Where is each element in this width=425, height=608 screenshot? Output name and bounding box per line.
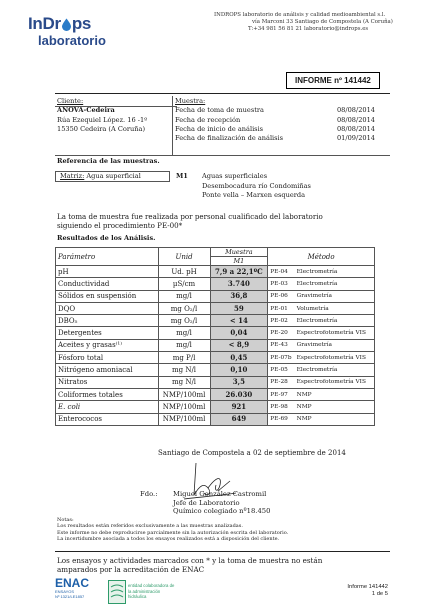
table-row bbox=[56, 278, 375, 290]
signature-prefix: Fdo.: bbox=[140, 490, 158, 498]
reference-line: Desembocadura río Condomiñas bbox=[202, 181, 311, 190]
table-row bbox=[56, 266, 375, 278]
results-heading: Resultados de los Análisis. bbox=[57, 234, 156, 242]
date-line: Santiago de Compostela a 02 de septiembre de 2014 bbox=[158, 449, 346, 457]
unit-cell: mg O₂/l bbox=[158, 302, 210, 314]
method-cell: Electrometría bbox=[295, 278, 375, 290]
col-method-header: Método bbox=[268, 248, 375, 266]
sampling-line: siguiendo el procedimiento PE-00* bbox=[57, 221, 183, 231]
reference-line: Ponte vella – Marxen esquerda bbox=[202, 191, 306, 200]
table-row bbox=[56, 376, 375, 388]
entity-text: entidad colaboradora de la administración hidráulica bbox=[128, 583, 175, 600]
value-cell: 0,04 bbox=[210, 327, 268, 339]
notes-block bbox=[57, 517, 288, 543]
results-table bbox=[55, 247, 375, 426]
sample-row-value: 08/08/2014 bbox=[336, 106, 375, 115]
param-cell: DQO bbox=[56, 302, 159, 314]
param-cell: Sólidos en suspensión bbox=[56, 290, 159, 302]
unit-cell: mg P/l bbox=[158, 352, 210, 364]
method-cell: Espectrofotometría VIS bbox=[295, 327, 375, 339]
param-cell: Coliformes totales bbox=[56, 388, 159, 400]
table-row bbox=[56, 290, 375, 302]
table-row bbox=[56, 364, 375, 376]
method-code-cell: PE-20 bbox=[268, 327, 295, 339]
table-row bbox=[56, 315, 375, 327]
method-cell: Electrometría bbox=[295, 364, 375, 376]
method-cell: Electrometría bbox=[295, 266, 375, 278]
page-number: 1 de 5 bbox=[371, 591, 388, 598]
method-cell: Gravimetría bbox=[295, 339, 375, 351]
table-row bbox=[56, 401, 375, 413]
value-cell: 26.030 bbox=[210, 388, 268, 400]
method-code-cell: PE-07b bbox=[268, 352, 295, 364]
lab-address: vía Marconi 33 Santiago de Compostela (A Coruña) bbox=[252, 19, 393, 25]
value-cell: 59 bbox=[210, 302, 268, 314]
unit-cell: µS/cm bbox=[158, 278, 210, 290]
unit-cell: mg/l bbox=[158, 339, 210, 351]
sample-row-value: 08/08/2014 bbox=[336, 124, 375, 133]
entity-emblem-icon bbox=[108, 580, 126, 604]
client-heading: Cliente: bbox=[57, 97, 84, 105]
method-code-cell: PE-69 bbox=[268, 413, 295, 425]
param-cell: Nitratos bbox=[56, 376, 159, 388]
param-cell: Enterococos bbox=[56, 413, 159, 425]
method-code-cell: PE-43 bbox=[268, 339, 295, 351]
method-code-cell: PE-97 bbox=[268, 388, 295, 400]
entity-logo bbox=[108, 578, 176, 605]
param-cell: E. coli bbox=[56, 401, 159, 413]
logo-subtitle: laboratorio bbox=[38, 33, 106, 48]
col-param-header: Parámetro bbox=[56, 248, 159, 266]
value-cell: < 14 bbox=[210, 315, 268, 327]
value-cell: 921 bbox=[210, 401, 268, 413]
method-code-cell: PE-02 bbox=[268, 315, 295, 327]
param-cell: DBO₅ bbox=[56, 315, 159, 327]
value-cell: < 8,9 bbox=[210, 339, 268, 351]
param-cell: Nitrógeno amoniacal bbox=[56, 364, 159, 376]
table-row bbox=[56, 327, 375, 339]
sample-row-label: Fecha de recepción bbox=[175, 115, 241, 124]
method-cell: NMP bbox=[295, 401, 375, 413]
logo-text-part1: InDr bbox=[28, 14, 61, 33]
enac-logo-text: ENAC bbox=[55, 576, 90, 590]
enac-logo bbox=[55, 577, 95, 605]
method-cell: Electrometría bbox=[295, 315, 375, 327]
sampling-line: La toma de muestra fue realizada por personal cualificado del laboratorio bbox=[57, 212, 323, 221]
accreditation-line: amparados por la acreditación de ENAC bbox=[57, 565, 205, 574]
sample-row bbox=[175, 134, 375, 143]
note-line: La incertidumbre asociada a todos los ensayos realizados está a disposición del cliente. bbox=[57, 536, 280, 543]
unit-cell: NMP/100ml bbox=[158, 413, 210, 425]
unit-cell: NMP/100ml bbox=[158, 401, 210, 413]
method-cell: NMP bbox=[295, 388, 375, 400]
box-divider bbox=[172, 96, 173, 155]
sample-row bbox=[175, 106, 375, 115]
method-code-cell: PE-03 bbox=[268, 278, 295, 290]
method-code-cell: PE-98 bbox=[268, 401, 295, 413]
client-street: Rúa Ezequiel López. 16 -1º bbox=[57, 115, 148, 124]
matrix-value: Agua superficial bbox=[86, 172, 141, 180]
notes-heading: Notas: bbox=[57, 517, 74, 523]
report-number-box: INFORME nº 141442 bbox=[286, 72, 380, 89]
unit-cell: NMP/100ml bbox=[158, 388, 210, 400]
client-block bbox=[57, 97, 167, 134]
value-cell: 649 bbox=[210, 413, 268, 425]
enac-code: Nº 1321/LE1857 bbox=[55, 594, 85, 599]
method-code-cell: PE-05 bbox=[268, 364, 295, 376]
lab-contact: T:+34 981 56 81 21 laboratorio@indrops.es bbox=[248, 26, 369, 32]
reference-line: Aguas superficiales bbox=[202, 172, 268, 180]
method-code-cell: PE-28 bbox=[268, 376, 295, 388]
brand-logo bbox=[28, 14, 91, 34]
lab-info bbox=[214, 12, 410, 33]
note-line: Este informe no debe reproducirse parcialmente sin la autorización escrita del laboratorio. bbox=[57, 529, 289, 536]
signer-title: Químico colegiado nº18.450 bbox=[173, 507, 271, 516]
matrix-box bbox=[55, 171, 170, 182]
lab-name: INDROPS laboratorio de análisis y calidad medioambiental s.l. bbox=[214, 12, 386, 18]
unit-cell: mg/l bbox=[158, 290, 210, 302]
method-code-cell: PE-06 bbox=[268, 290, 295, 302]
page-info bbox=[328, 584, 388, 599]
box-bottom-line bbox=[55, 155, 390, 156]
header-divider bbox=[55, 93, 390, 94]
table-row bbox=[56, 339, 375, 351]
note-line: Los resultados están referidos exclusivamente a las muestras analizadas. bbox=[57, 523, 243, 530]
param-cell: Detergentes bbox=[56, 327, 159, 339]
sample-row-label: Fecha de finalización de análisis bbox=[175, 134, 284, 143]
sample-row-value: 08/08/2014 bbox=[336, 115, 375, 124]
method-code-cell: PE-01 bbox=[268, 302, 295, 314]
reference-lines bbox=[202, 172, 311, 201]
client-city: 15350 Cedeira (A Coruña) bbox=[57, 124, 146, 133]
unit-cell: Ud. pH bbox=[158, 266, 210, 278]
matrix-label: Matriz: bbox=[60, 172, 85, 180]
param-cell: Conductividad bbox=[56, 278, 159, 290]
col-sample-code: M1 bbox=[210, 257, 268, 266]
value-cell: 3,5 bbox=[210, 376, 268, 388]
sample-row-label: Fecha de toma de muestra bbox=[175, 106, 264, 115]
results-header-row bbox=[56, 248, 375, 257]
sample-row bbox=[175, 125, 375, 134]
page-report-number: Informe 141442 bbox=[347, 584, 388, 590]
signer-name: Miguel González Castromil bbox=[173, 490, 267, 498]
signature-block bbox=[173, 490, 270, 516]
unit-cell: mg O₂/l bbox=[158, 315, 210, 327]
value-cell: 3.740 bbox=[210, 278, 268, 290]
value-cell: 7,9 a 22,1ºC bbox=[210, 266, 268, 278]
param-cell: pH bbox=[56, 266, 159, 278]
table-row bbox=[56, 388, 375, 400]
logo-text-part2: ps bbox=[71, 14, 92, 33]
drop-icon bbox=[61, 16, 72, 29]
enac-sub: ENSAYOS bbox=[55, 589, 75, 594]
param-cell: Aceites y grasas⁽¹⁾ bbox=[56, 339, 159, 351]
method-cell: NMP bbox=[295, 413, 375, 425]
method-cell: Gravimetría bbox=[295, 290, 375, 302]
sample-heading: Muestra: bbox=[175, 97, 206, 105]
col-sample-header: Muestra bbox=[210, 248, 268, 257]
sampling-text bbox=[57, 212, 323, 231]
table-row bbox=[56, 352, 375, 364]
unit-cell: mg/l bbox=[158, 327, 210, 339]
method-cell: Espectrofotometría VIS bbox=[295, 376, 375, 388]
method-cell: Espectrofotometría VIS bbox=[295, 352, 375, 364]
value-cell: 36,8 bbox=[210, 290, 268, 302]
value-cell: 0,45 bbox=[210, 352, 268, 364]
client-box-line bbox=[55, 106, 177, 107]
value-cell: 0,10 bbox=[210, 364, 268, 376]
method-code-cell: PE-04 bbox=[268, 266, 295, 278]
table-row bbox=[56, 413, 375, 425]
sample-code: M1 bbox=[176, 172, 188, 180]
signer-role: Jefe de Laboratorio bbox=[173, 498, 240, 507]
reference-heading: Referencia de las muestras. bbox=[57, 157, 160, 165]
accreditation-line: Los ensayos y actividades marcados con * y la toma de muestra no están bbox=[57, 556, 323, 565]
accreditation-text bbox=[57, 556, 322, 574]
client-name: ANOVA-Cedeira bbox=[57, 106, 115, 115]
param-cell: Fósforo total bbox=[56, 352, 159, 364]
footer-divider bbox=[55, 551, 390, 552]
sample-row bbox=[175, 116, 375, 125]
method-cell: Volumetría bbox=[295, 302, 375, 314]
unit-cell: mg N/l bbox=[158, 364, 210, 376]
table-row bbox=[56, 302, 375, 314]
sample-dates-block bbox=[175, 97, 375, 143]
col-unit-header: Unid bbox=[158, 248, 210, 266]
sample-row-label: Fecha de inicio de análisis bbox=[175, 124, 264, 133]
sample-row-value: 01/09/2014 bbox=[336, 134, 375, 143]
unit-cell: mg N/l bbox=[158, 376, 210, 388]
